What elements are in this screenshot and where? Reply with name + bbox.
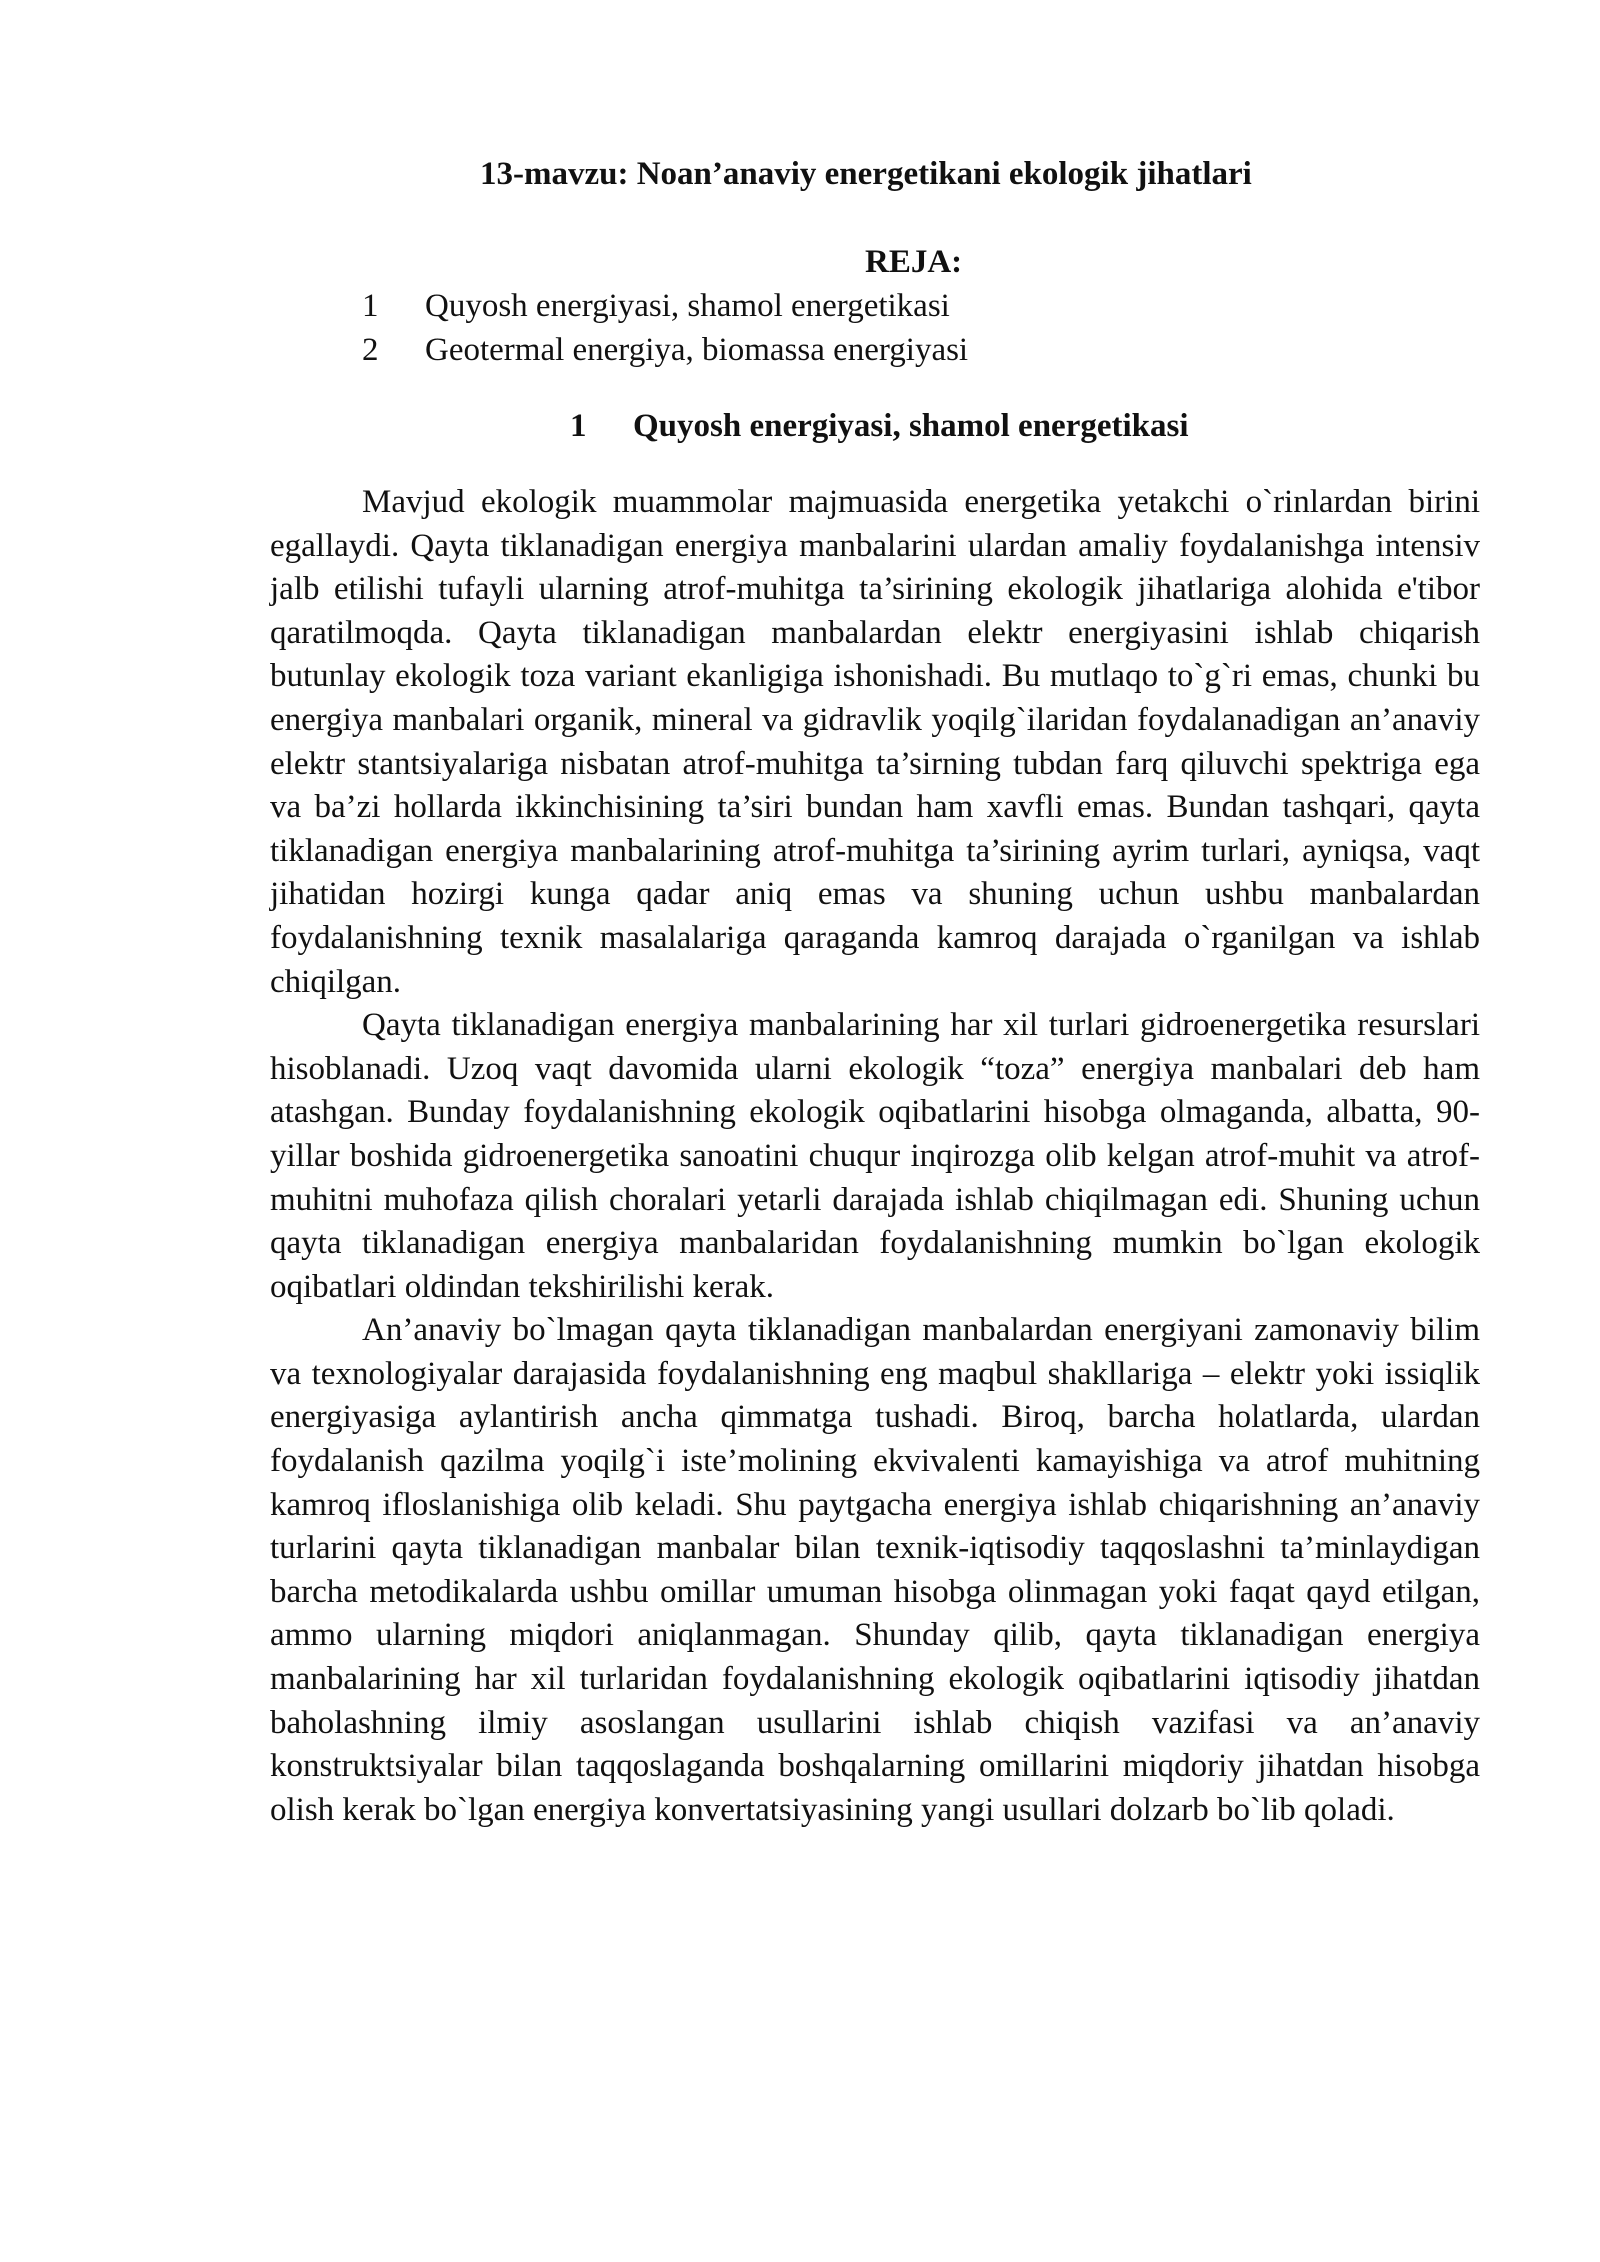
plan-heading: REJA: — [865, 244, 963, 280]
plan-item-number: 1 — [362, 288, 379, 324]
section-title: Quyosh energiyasi, shamol energetikasi — [633, 408, 1189, 444]
paragraph: An’anaviy bo`lmagan qayta tiklanadigan manbalardan energiyani zamonaviy bilim va texnologiyalar darajasida foydalanishning eng maqbul shakllariga – elektr yoki issiqlik energiyasiga aylantirish ancha qimmatga tushadi. Biroq, barcha holatlarda, ulardan foydalanish qazilma yoqilg`i iste’molining ekvivalenti kamayishiga va atrof muhitning kamroq ifloslanishiga olib keladi. Shu paytgacha energiya ishlab chiqarishning an’anaviy turlarini qayta tiklanadigan manbalar bilan texnik-iqtisodiy taqqoslashni ta’minlaydigan barcha metodikalarda ushbu omillar umuman hisobga olinmagan yoki faqat qayd etilgan, ammo ularning miqdori aniqlanmagan. Shunday qilib, qayta tiklanadigan energiya manbalarining har xil turlaridan foydalanishning ekologik oqibatlarini iqtisodiy jihatdan baholashning ilmiy asoslangan usullarini ishlab chiqish vazifasi va an’anaviy konstruktsiyalar bilan taqqoslaganda boshqalarning omillarini miqdoriy jihatdan hisobga olish kerak bo`lgan energiya konvertatsiyasining yangi usullari dolzarb bo`lib qoladi. — [270, 1312, 1480, 1828]
paragraph: Qayta tiklanadigan energiya manbalarining har xil turlari gidroenergetika resurslari hisoblanadi. Uzoq vaqt davomida ularni ekologik “toza” energiya manbalari deb ham atashgan. Bunday foydalanishning ekologik oqibatlarini hisobga olmaganda, albatta, 90-yillar boshida gidroenergetika sanoatini chuqur inqirozga olib kelgan atrof-muhit va atrof-muhitni muhofaza qilish choralari yetarli darajada ishlab chiqilmagan edi. Shuning uchun qayta tiklanadigan energiya manbalaridan foydalanishning mumkin bo`lgan ekologik oqibatlari oldindan tekshirilishi kerak. — [270, 1007, 1480, 1305]
body-text — [270, 481, 1480, 1832]
section-number: 1 — [570, 408, 587, 444]
plan-item — [362, 328, 1480, 372]
plan-item-text: Geotermal energiya, biomassa energiyasi — [425, 332, 969, 368]
plan-item-text: Quyosh energiyasi, shamol energetikasi — [425, 288, 950, 324]
plan-item — [362, 284, 1480, 328]
page-content — [270, 150, 1480, 1832]
plan-list — [270, 284, 1480, 372]
section-heading — [270, 402, 1480, 450]
plan-item-number: 2 — [362, 332, 379, 368]
paragraph: Mavjud ekologik muammolar majmuasida energetika yetakchi o`rinlardan birini egallaydi. Qayta tiklanadigan energiya manbalarini ulardan amaliy foydalanishga intensiv jalb etilishi tufayli ularning atrof-muhitga ta’sirining ekologik jihatlariga alohida e'tibor qaratilmoqda. Qayta tiklanadigan manbalardan elektr energiyasini ishlab chiqarish butunlay ekologik toza variant ekanligiga ishonishadi. Bu mutlaqo to`g`ri emas, chunki bu energiya manbalari organik, mineral va gidravlik yoqilg`ilaridan foydalanadigan an’anaviy elektr stantsiyalariga nisbatan atrof-muhitga ta’sirning tubdan farq qiluvchi spektriga ega va ba’zi hollarda ikkinchisining ta’siri bundan ham xavfli emas. Bundan tashqari, qayta tiklanadigan energiya manbalarining atrof-muhitga ta’sirining ayrim turlari, ayniqsa, vaqt jihatidan hozirgi kunga qadar aniq emas va shuning uchun ushbu manbalardan foydalanishning texnik masalalariga qaraganda kamroq darajada o`rganilgan va ishlab chiqilgan. — [270, 484, 1480, 1000]
document-title: 13-mavzu: Noan’anaviy energetikani ekologik jihatlari — [480, 156, 1252, 192]
